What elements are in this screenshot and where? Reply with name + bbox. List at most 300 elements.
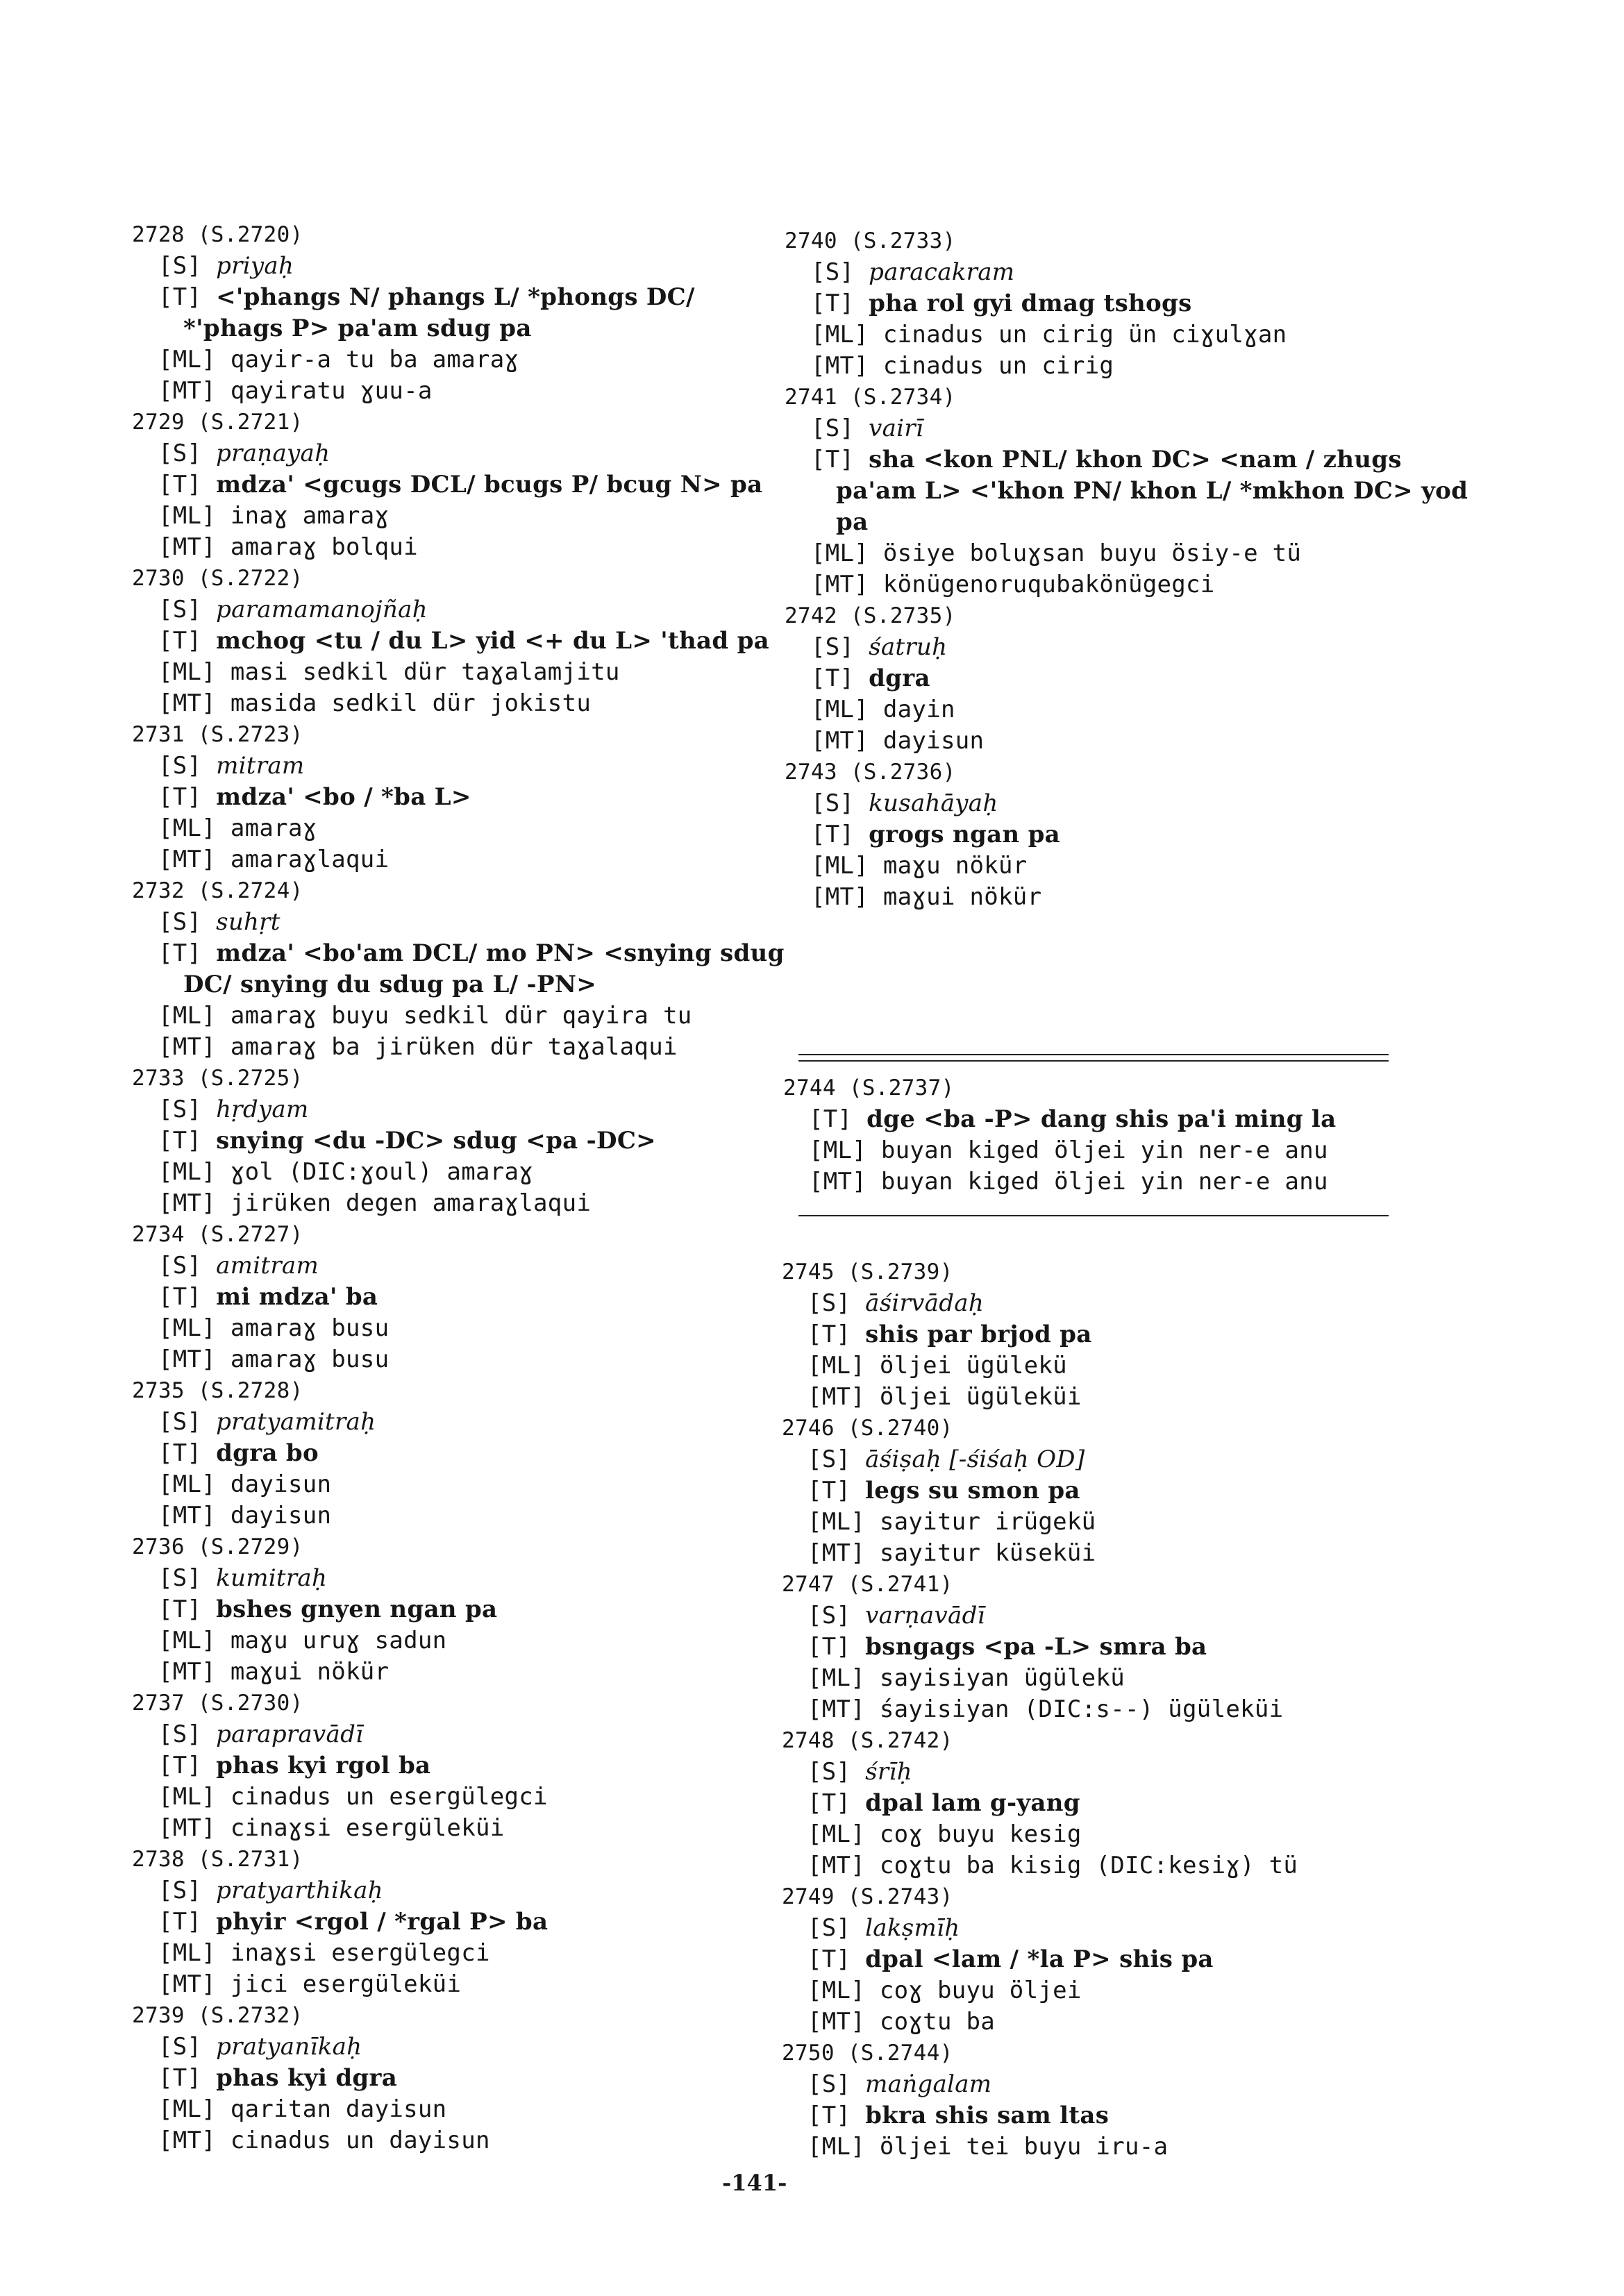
tibetan-term: phas kyi dgra	[216, 2064, 398, 2092]
right-bottom-line	[807, 2133, 1168, 2161]
entry-tag: [S]	[811, 258, 855, 286]
right-box-line	[809, 1105, 1336, 1133]
left-line	[158, 2095, 446, 2123]
left-line	[158, 1658, 389, 1686]
entry-tag: [T]	[807, 1321, 851, 1348]
right-bottom-line	[782, 1570, 953, 1598]
left-line	[158, 1346, 389, 1373]
tibetan-term: *'phags P> pa'am sdug pa	[183, 315, 532, 342]
right-top-line	[836, 477, 1468, 505]
left-line	[158, 377, 433, 405]
mongolian-term: qaritan dayisun	[230, 2095, 447, 2123]
mongolian-term: śayisiyan (DIC:s--) ügüleküi	[879, 1695, 1284, 1723]
right-bottom-line	[807, 1852, 1298, 1879]
sanskrit-term: amitram	[216, 1252, 319, 1280]
right-bottom-line	[807, 1789, 1080, 1817]
left-line	[132, 564, 303, 592]
left-line	[158, 596, 428, 623]
right-top-line	[811, 258, 1014, 286]
entry-tag: [T]	[158, 471, 202, 498]
entry-tag: [ML]	[807, 1820, 866, 1848]
entry-tag: [S]	[158, 1720, 202, 1748]
entry-tag: [ML]	[811, 321, 869, 349]
mongolian-term: buyan kiged öljei yin ner-e anu	[880, 1168, 1328, 1196]
entry-tag: [S]	[158, 1252, 202, 1280]
entry-tag: [ML]	[158, 2095, 217, 2123]
entry-tag: [ML]	[158, 1158, 217, 1186]
left-line	[132, 1689, 303, 1717]
tibetan-term: pha rol gyi dmag tshogs	[869, 290, 1192, 317]
entry-number: 2745 (S.2739)	[782, 1259, 953, 1284]
entry-tag: [MT]	[158, 2127, 217, 2154]
right-top-line	[811, 571, 1215, 598]
tibetan-term: mdza' <gcugs DCL/ bcugs P/ bcug N> pa	[216, 471, 763, 498]
right-top-line	[811, 414, 923, 442]
left-line	[158, 752, 304, 780]
mongolian-term: ösiye boluɣsan buyu ösiy-e tü	[882, 539, 1302, 567]
left-line	[158, 346, 519, 374]
sanskrit-term: śatruḥ	[869, 633, 948, 661]
entry-tag: [ML]	[158, 346, 217, 374]
entry-tag: [MT]	[811, 883, 869, 911]
right-bottom-line	[807, 1758, 912, 1786]
entry-number: 2747 (S.2741)	[782, 1572, 953, 1597]
entry-number: 2734 (S.2727)	[132, 1222, 303, 1247]
entry-tag: [S]	[158, 1408, 202, 1436]
mongolian-term: maɣu nökür	[882, 852, 1028, 880]
sanskrit-term: pratyarthikaḥ	[216, 1877, 383, 1904]
sanskrit-term: paracakram	[869, 258, 1015, 286]
left-line	[158, 283, 695, 311]
left-line	[158, 1783, 548, 1811]
entry-tag: [MT]	[158, 846, 217, 873]
entry-tag: [ML]	[158, 1314, 217, 1342]
right-top-line	[811, 290, 1192, 317]
right-top-line	[811, 883, 1041, 911]
left-line	[158, 1408, 376, 1436]
left-line	[158, 1908, 548, 1936]
entry-tag: [ML]	[158, 1783, 217, 1811]
left-line	[132, 1377, 303, 1405]
mongolian-term: jici esergüleküi	[230, 1970, 462, 1998]
sanskrit-term: paramamanojñaḥ	[216, 596, 428, 623]
tibetan-term: dpal <lam / *la P> shis pa	[865, 1945, 1214, 1973]
entry-tag: [S]	[807, 1758, 851, 1786]
entry-tag: [ML]	[158, 658, 217, 686]
tibetan-term: bshes gnyen ngan pa	[216, 1595, 498, 1623]
entry-tag: [T]	[158, 939, 202, 967]
entry-tag: [MT]	[811, 571, 869, 598]
left-line	[158, 1595, 497, 1623]
entry-tag: [MT]	[807, 1383, 866, 1411]
entry-number: 2739 (S.2732)	[132, 2003, 303, 2028]
mongolian-term: amaraɣlaqui	[230, 846, 390, 873]
tibetan-term: mdza' <bo / *ba L>	[216, 783, 471, 811]
entry-tag: [T]	[158, 2064, 202, 2092]
left-line	[158, 252, 294, 280]
left-line	[158, 814, 317, 842]
left-line	[158, 471, 762, 498]
entry-tag: [T]	[811, 821, 855, 848]
tibetan-term: pa'am L> <'khon PN/ khon L/ *mkhon DC> yod	[836, 477, 1468, 505]
entry-tag: [MT]	[158, 1658, 217, 1686]
entry-tag: [ML]	[807, 1508, 866, 1536]
entry-tag: [S]	[158, 1564, 202, 1592]
mongolian-term: coɣtu ba kisig (DIC:kesiɣ) tü	[879, 1852, 1298, 1879]
mongolian-term: cinaɣsi esergüleküi	[230, 1814, 505, 1842]
right-bottom-line	[807, 2008, 995, 2036]
right-top-line	[785, 758, 956, 786]
entry-number: 2749 (S.2743)	[782, 1884, 953, 1909]
entry-tag: [T]	[158, 1439, 202, 1467]
entry-tag: [S]	[811, 789, 855, 817]
sanskrit-term: pratyanīkaḥ	[216, 2033, 362, 2061]
entry-tag: [T]	[158, 783, 202, 811]
entry-number: 2746 (S.2740)	[782, 1416, 953, 1441]
mongolian-term: amaraɣ	[230, 814, 317, 842]
left-line	[132, 1845, 303, 1873]
entry-tag: [ML]	[807, 2133, 866, 2161]
entry-number: 2740 (S.2733)	[785, 228, 956, 253]
sanskrit-term: lakṣmīḥ	[865, 1914, 960, 1942]
mongolian-term: dayisun	[230, 1470, 332, 1498]
right-box-line	[809, 1168, 1328, 1196]
right-box-line	[783, 1074, 955, 1102]
left-line	[158, 939, 785, 967]
right-bottom-line	[807, 1602, 985, 1629]
left-line	[158, 1752, 430, 1779]
left-line	[158, 1158, 533, 1186]
entry-number: 2750 (S.2744)	[782, 2041, 953, 2065]
entry-tag: [S]	[811, 633, 855, 661]
left-line	[158, 2033, 362, 2061]
box-top-rule-inner	[798, 1060, 1389, 1062]
entry-tag: [ML]	[811, 852, 869, 880]
mongolian-term: amaraɣ busu	[230, 1314, 390, 1342]
entry-tag: [ML]	[807, 1352, 866, 1380]
left-line	[132, 721, 303, 748]
sanskrit-term: varṇavādī	[865, 1602, 985, 1629]
sanskrit-term: kusahāyaḥ	[869, 789, 998, 817]
mongolian-term: masida sedkil dür jokistu	[230, 689, 592, 717]
sanskrit-term: śrīḥ	[865, 1758, 912, 1786]
mongolian-term: sayitur küseküi	[879, 1539, 1096, 1567]
entry-tag: [S]	[807, 1914, 851, 1942]
left-line	[158, 658, 620, 686]
entry-number: 2733 (S.2725)	[132, 1066, 303, 1091]
mongolian-term: dayisun	[230, 1502, 332, 1530]
page-number: -141-	[722, 2170, 787, 2196]
entry-tag: [S]	[158, 596, 202, 623]
left-line	[132, 408, 303, 436]
tibetan-term: phas kyi rgol ba	[216, 1752, 431, 1779]
sanskrit-term: hṛdyam	[216, 1096, 309, 1123]
right-bottom-line	[807, 1383, 1082, 1411]
mongolian-term: amaraɣ buyu sedkil dür qayira tu	[230, 1002, 692, 1030]
tibetan-term: dgra bo	[216, 1439, 319, 1467]
left-line	[158, 1877, 383, 1904]
left-line	[158, 1470, 331, 1498]
entry-tag: [ML]	[158, 1627, 217, 1654]
left-line	[158, 1564, 327, 1592]
entry-tag: [ML]	[158, 1002, 217, 1030]
left-line	[158, 533, 418, 561]
mongolian-term: maɣui nökür	[230, 1658, 390, 1686]
left-line	[158, 1970, 461, 1998]
tibetan-term: dpal lam g-yang	[865, 1789, 1080, 1817]
mongolian-term: qayiratu ɣuu-a	[230, 377, 433, 405]
entry-tag: [MT]	[158, 377, 217, 405]
right-bottom-line	[782, 1883, 953, 1911]
tibetan-term: dge <ba -P> dang shis pa'i ming la	[867, 1105, 1337, 1133]
right-bottom-line	[807, 1508, 1096, 1536]
right-top-line	[785, 227, 956, 255]
mongolian-term: öljei ügüleküi	[879, 1383, 1082, 1411]
right-top-line	[811, 352, 1114, 380]
entry-number: 2741 (S.2734)	[785, 385, 956, 410]
right-bottom-line	[807, 1820, 1082, 1848]
entry-tag: [T]	[811, 290, 855, 317]
left-line	[158, 1283, 378, 1311]
entry-tag: [ML]	[158, 1939, 217, 1967]
entry-tag: [T]	[807, 1633, 851, 1661]
mongolian-term: cinadus un esergülegci	[230, 1783, 548, 1811]
entry-tag: [ML]	[811, 539, 869, 567]
entry-number: 2735 (S.2728)	[132, 1378, 303, 1403]
entry-tag: [T]	[158, 1283, 202, 1311]
entry-number: 2730 (S.2722)	[132, 566, 303, 591]
mongolian-term: inaɣ amaraɣ	[230, 502, 390, 530]
entry-tag: [ML]	[807, 1664, 866, 1692]
mongolian-term: cinadus un dayisun	[230, 2127, 490, 2154]
entry-tag: [MT]	[807, 1852, 866, 1879]
right-bottom-line	[807, 1664, 1125, 1692]
entry-number: 2732 (S.2724)	[132, 878, 303, 903]
right-top-line	[785, 383, 956, 411]
tibetan-term: snying <du -DC> sdug <pa -DC>	[216, 1127, 656, 1155]
sanskrit-term: āśiṣaḥ [-śiśaḥ OD]	[865, 1446, 1085, 1473]
left-line	[158, 1096, 309, 1123]
mongolian-term: sayisiyan ügülekü	[879, 1664, 1125, 1692]
entry-number: 2738 (S.2731)	[132, 1847, 303, 1872]
right-top-line	[811, 633, 947, 661]
left-line	[158, 1002, 692, 1030]
right-bottom-line	[807, 1695, 1283, 1723]
entry-tag: [S]	[807, 1602, 851, 1629]
tibetan-term: dgra	[869, 664, 930, 692]
entry-tag: [T]	[807, 1945, 851, 1973]
tibetan-term: bsngags <pa -L> smra ba	[865, 1633, 1207, 1661]
entry-number: 2748 (S.2742)	[782, 1728, 953, 1753]
entry-tag: [S]	[158, 1096, 202, 1123]
mongolian-term: amaraɣ ba jirüken dür taɣalaqui	[230, 1033, 678, 1061]
right-top-line	[785, 602, 956, 630]
entry-tag: [T]	[807, 1789, 851, 1817]
left-line	[183, 315, 532, 342]
entry-tag: [MT]	[158, 689, 217, 717]
entry-tag: [T]	[158, 627, 202, 655]
entry-tag: [T]	[811, 446, 855, 474]
entry-tag: [S]	[158, 908, 202, 936]
entry-tag: [MT]	[158, 533, 217, 561]
tibetan-term: bkra shis sam ltas	[865, 2102, 1110, 2129]
right-bottom-line	[807, 1633, 1207, 1661]
entry-tag: [T]	[158, 1752, 202, 1779]
right-bottom-line	[807, 1352, 1067, 1380]
mongolian-term: dayin	[882, 696, 955, 723]
entry-tag: [MT]	[809, 1168, 867, 1196]
right-top-line	[811, 789, 998, 817]
box-bottom-rule	[798, 1215, 1389, 1216]
right-top-line	[811, 539, 1301, 567]
mongolian-term: amaraɣ bolqui	[230, 533, 418, 561]
mongolian-term: buyan kiged öljei yin ner-e anu	[880, 1137, 1328, 1164]
entry-tag: [ML]	[807, 1977, 866, 2004]
right-top-line	[836, 508, 868, 536]
tibetan-term: mi mdza' ba	[216, 1283, 378, 1311]
left-line	[132, 2002, 303, 2029]
right-bottom-line	[807, 2102, 1109, 2129]
tibetan-term: pa	[836, 508, 869, 536]
entry-tag: [T]	[158, 1908, 202, 1936]
entry-tag: [T]	[807, 2102, 851, 2129]
right-bottom-line	[807, 1914, 960, 1942]
entry-tag: [S]	[158, 439, 202, 467]
entry-tag: [S]	[807, 2070, 851, 2098]
right-bottom-line	[782, 1258, 953, 1286]
left-line	[158, 1627, 446, 1654]
right-bottom-line	[807, 2070, 991, 2098]
entry-tag: [S]	[811, 414, 855, 442]
right-bottom-line	[807, 1945, 1214, 1973]
left-line	[158, 783, 471, 811]
left-line	[132, 1221, 303, 1248]
entry-tag: [MT]	[158, 1502, 217, 1530]
entry-tag: [MT]	[807, 1539, 866, 1567]
sanskrit-term: āśirvādaḥ	[865, 1289, 985, 1317]
entry-tag: [T]	[158, 1595, 202, 1623]
entry-number: 2728 (S.2720)	[132, 222, 303, 247]
entry-number: 2743 (S.2736)	[785, 760, 956, 785]
entry-tag: [MT]	[158, 1970, 217, 1998]
left-line	[132, 877, 303, 905]
entry-number: 2736 (S.2729)	[132, 1534, 303, 1559]
right-bottom-line	[782, 2039, 953, 2067]
left-line	[158, 1502, 331, 1530]
right-top-line	[811, 664, 930, 692]
sanskrit-term: pratyamitraḥ	[216, 1408, 376, 1436]
left-line	[158, 1814, 505, 1842]
tibetan-term: grogs ngan pa	[869, 821, 1060, 848]
left-line	[158, 1127, 656, 1155]
sanskrit-term: suhṛt	[216, 908, 281, 936]
right-bottom-line	[807, 1446, 1085, 1473]
right-top-line	[811, 852, 1028, 880]
tibetan-term: sha <kon PNL/ khon DC> <nam / zhugs	[869, 446, 1402, 474]
right-bottom-line	[807, 1477, 1080, 1505]
mongolian-term: coɣ buyu kesig	[879, 1820, 1082, 1848]
tibetan-term: DC/ snying du sdug pa L/ -PN>	[183, 971, 596, 998]
right-top-line	[811, 321, 1287, 349]
tibetan-term: <'phangs N/ phangs L/ *phongs DC/	[216, 283, 695, 311]
left-line	[183, 971, 596, 998]
left-line	[158, 439, 330, 467]
mongolian-term: cinadus un cirig	[882, 352, 1114, 380]
entry-tag: [T]	[158, 1127, 202, 1155]
mongolian-term: jirüken degen amaraɣlaqui	[230, 1189, 592, 1217]
entry-number: 2731 (S.2723)	[132, 722, 303, 747]
mongolian-term: könügenoruqubakönügegci	[882, 571, 1215, 598]
entry-tag: [MT]	[158, 1346, 217, 1373]
right-bottom-line	[782, 1414, 953, 1442]
mongolian-term: öljei tei buyu iru-a	[879, 2133, 1169, 2161]
entry-tag: [ML]	[158, 1470, 217, 1498]
left-line	[158, 627, 769, 655]
sanskrit-term: mitram	[216, 752, 305, 780]
left-line	[132, 1533, 303, 1561]
entry-tag: [MT]	[158, 1814, 217, 1842]
right-top-line	[811, 696, 955, 723]
left-line	[158, 689, 591, 717]
mongolian-term: ɣol (DIC:ɣoul) amaraɣ	[230, 1158, 534, 1186]
right-top-line	[811, 727, 984, 755]
entry-tag: [T]	[807, 1477, 851, 1505]
right-bottom-line	[782, 1727, 953, 1754]
mongolian-term: cinadus un cirig ün ciɣulɣan	[882, 321, 1287, 349]
left-line	[158, 846, 389, 873]
entry-tag: [T]	[158, 283, 202, 311]
left-line	[158, 1252, 319, 1280]
sanskrit-term: priyaḥ	[216, 252, 294, 280]
sanskrit-term: parapravādī	[216, 1720, 364, 1748]
entry-tag: [S]	[807, 1289, 851, 1317]
mongolian-term: maɣu uruɣ sadun	[230, 1627, 447, 1654]
mongolian-term: coɣtu ba	[879, 2008, 996, 2036]
mongolian-term: qayir-a tu ba amaraɣ	[230, 346, 519, 374]
box-top-rule	[798, 1054, 1389, 1055]
entry-tag: [ML]	[158, 814, 217, 842]
entry-number: 2744 (S.2737)	[783, 1075, 955, 1100]
mongolian-term: inaɣsi esergülegci	[230, 1939, 490, 1967]
right-box-line	[809, 1137, 1328, 1164]
entry-tag: [ML]	[811, 696, 869, 723]
left-line	[158, 1439, 319, 1467]
tibetan-term: legs su smon pa	[865, 1477, 1080, 1505]
sanskrit-term: maṅgalam	[865, 2070, 992, 2098]
entry-tag: [T]	[811, 664, 855, 692]
sanskrit-term: vairī	[869, 414, 924, 442]
left-line	[132, 221, 303, 249]
mongolian-term: sayitur irügekü	[879, 1508, 1096, 1536]
mongolian-term: dayisun	[882, 727, 985, 755]
right-bottom-line	[807, 1321, 1092, 1348]
mongolian-term: amaraɣ busu	[230, 1346, 390, 1373]
sanskrit-term: praṇayaḥ	[216, 439, 330, 467]
right-top-line	[811, 446, 1402, 474]
entry-tag: [MT]	[807, 1695, 866, 1723]
left-line	[158, 1189, 591, 1217]
tibetan-term: mchog <tu / du L> yid <+ du L> 'thad pa	[216, 627, 769, 655]
tibetan-term: phyir <rgol / *rgal P> ba	[216, 1908, 549, 1936]
mongolian-term: masi sedkil dür taɣalamjitu	[230, 658, 620, 686]
entry-tag: [S]	[158, 252, 202, 280]
entry-tag: [S]	[158, 1877, 202, 1904]
left-line	[158, 502, 389, 530]
sanskrit-term: kumitraḥ	[216, 1564, 328, 1592]
entry-tag: [MT]	[811, 727, 869, 755]
entry-tag: [ML]	[809, 1137, 867, 1164]
right-bottom-line	[807, 1289, 984, 1317]
